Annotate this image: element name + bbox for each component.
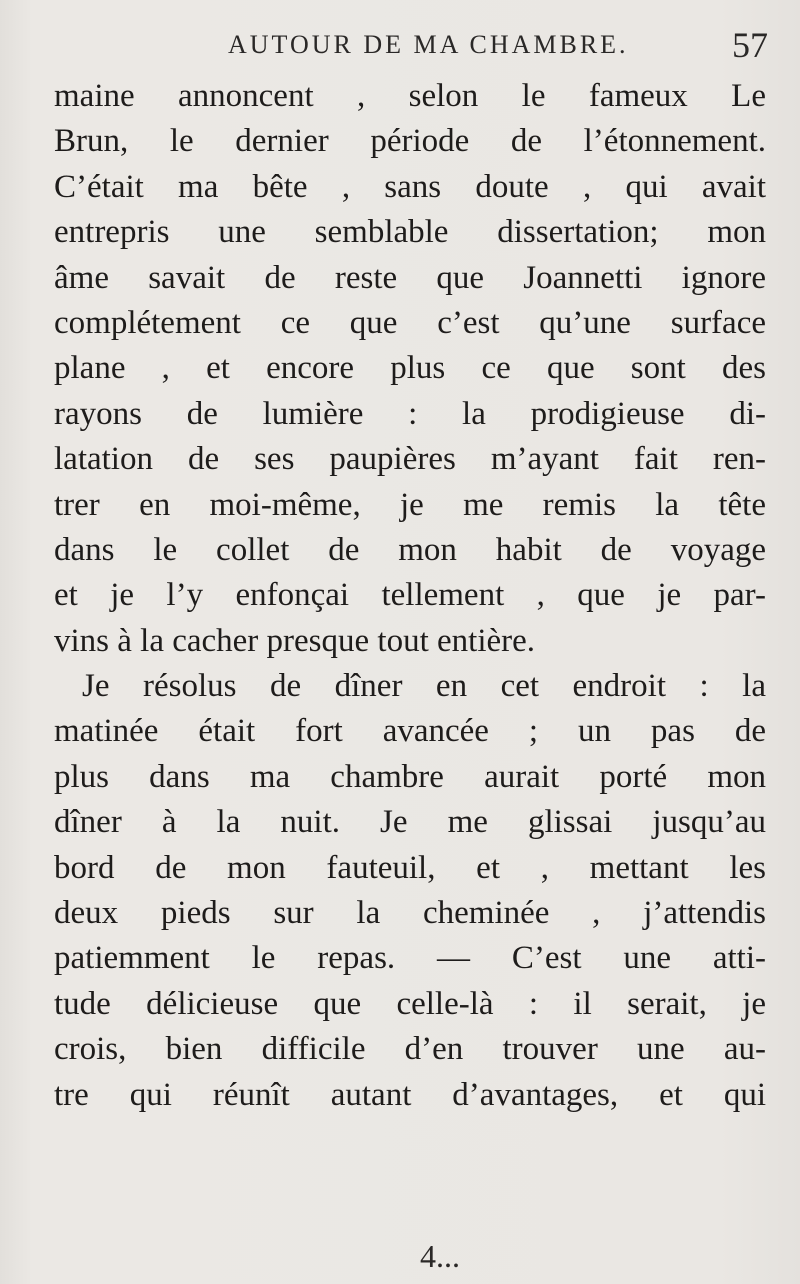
text-line: trer en moi-même, je me remis la tête: [54, 486, 766, 523]
text-line: Brun, le dernier période de l’étonnement.: [54, 123, 766, 160]
page-number: 57: [732, 25, 768, 65]
text-line: dans le collet de mon habit de voyage: [54, 531, 766, 568]
text-line: rayons de lumière : la prodigieuse di-: [54, 395, 766, 432]
text-line: patiemment le repas. — C’est une atti-: [54, 940, 766, 977]
text-line: plane , et encore plus ce que sont des: [54, 350, 766, 387]
text-line: bord de mon fauteuil, et , mettant les: [54, 849, 766, 886]
text-line: vins à la cacher presque tout entière.: [54, 622, 536, 659]
text-line: maine annoncent , selon le fameux Le: [54, 78, 766, 114]
text-line: crois, bien difficile d’en trouver une au-: [54, 1031, 766, 1068]
text-line: matinée était fort avancée ; un pas de: [54, 713, 766, 750]
text-line: latation de ses paupières m’ayant fait ren-: [54, 441, 766, 478]
text-line: et je l’y enfonçai tellement , que je par-: [54, 577, 766, 614]
running-title: AUTOUR DE MA CHAMBRE.: [228, 30, 629, 59]
text-line: deux pieds sur la cheminée , j’attendis: [54, 895, 766, 932]
text-line: dîner à la nuit. Je me glissai jusqu’au: [54, 804, 766, 841]
text-line: entrepris une semblable dissertation; mon: [54, 214, 766, 251]
text-line: complétement ce que c’est qu’une surface: [54, 304, 766, 341]
text-line: tre qui réunît autant d’avantages, et qui: [54, 1076, 766, 1113]
text-line: Je résolus de dîner en cet endroit : la: [82, 668, 766, 705]
text-line: âme savait de reste que Joannetti ignore: [54, 259, 766, 296]
signature-mark: 4...: [420, 1238, 460, 1274]
page-header: [228, 25, 768, 72]
text-line: C’était ma bête , sans doute , qui avait: [54, 168, 766, 205]
body-text: [54, 74, 766, 1118]
text-line: tude délicieuse que celle-là : il serait, je: [54, 985, 766, 1022]
text-line: plus dans ma chambre aurait porté mon: [54, 758, 766, 795]
